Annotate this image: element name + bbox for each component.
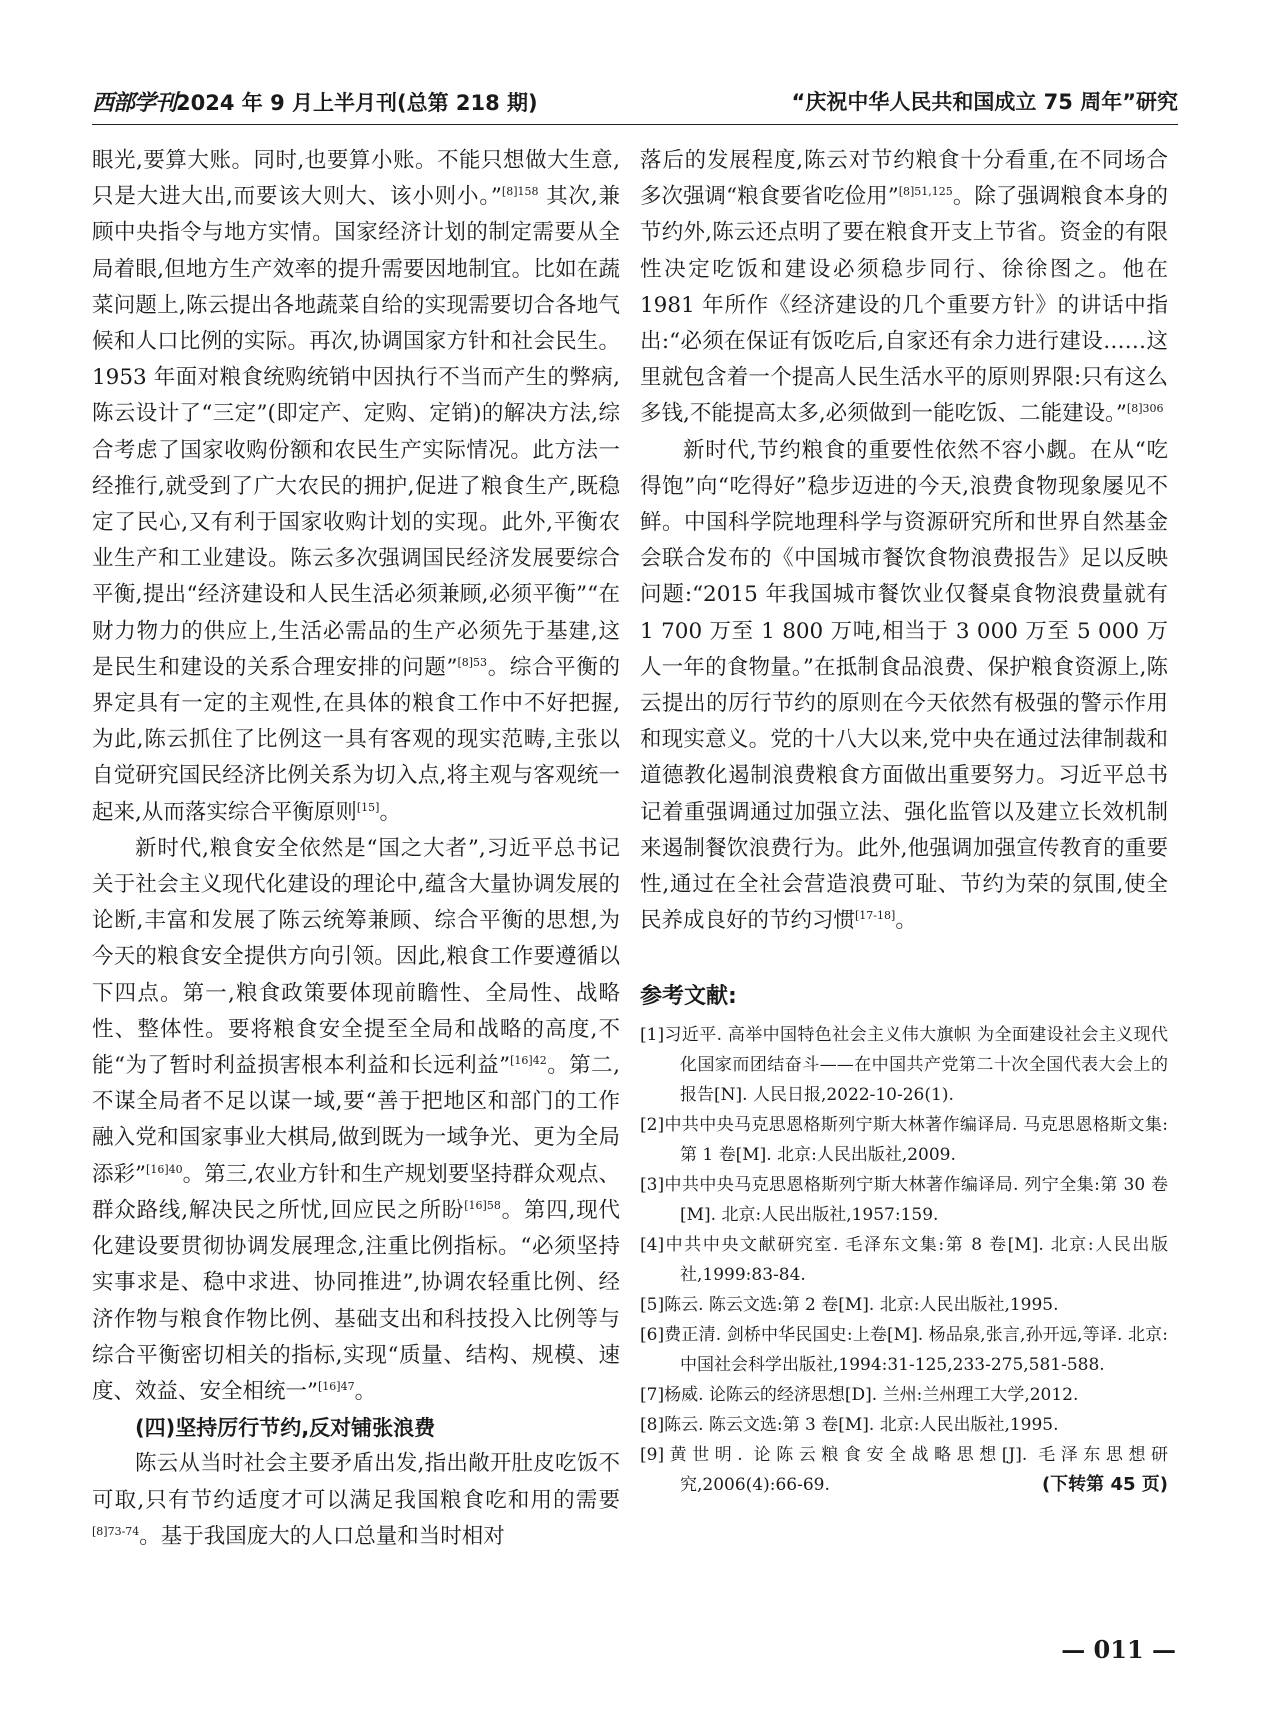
section-heading: (四)坚持厉行节约,反对铺张浪费 (135, 1416, 436, 1441)
reference-item: [6]费正清. 剑桥中华民国史:上卷[M]. 杨品泉,张言,孙开远,等译. 北京:中国社会科学出版社,1994:31-125,233-275,581-588. (640, 1324, 1168, 1375)
text: 。第四,现代化建设要贯彻协调发展理念,注重比例指标。“必须坚持实事求是、稳中求进、协同推进”,协调农轻重比例、经济作物与粮食作物比例、基础支出和科技投入比例等与综合平衡密切相关的指标,实现“质量、结构、规模、速度、效益、安全相统一” (92, 1197, 620, 1404)
reference-item: [3]中共中央马克思恩格斯列宁斯大林著作编译局. 列宁全集:第 30 卷[M]. 北京:人民出版社,1957:159. (640, 1174, 1168, 1225)
reference-item: [1]习近平. 高举中国特色社会主义伟大旗帜 为全面建设社会主义现代化国家而团结奋斗——在中国共产党第二十次全国代表大会上的报告[N]. 人民日报,2022-10-26(1). (640, 1024, 1168, 1105)
page-number: — 011 — (1061, 1635, 1176, 1664)
citation: [17-18] (855, 909, 896, 923)
text: 。第三,农业方针和生产规划要坚持群众观点、群众路线,解决民之所忧,回应民之所盼 (92, 1161, 620, 1223)
paragraph (92, 143, 620, 831)
text: 其次,兼顾中央指令与地方实情。国家经济计划的制定需要从全局着眼,但地方生产效率的提升需要因地制宜。比如在蔬菜问题上,陈云提出各地蔬菜自给的实现需要切合各地气候和人口比例的实际。再次,协调国家方针和社会民生。1953 年面对粮食统购统销中因执行不当而产生的弊病,陈云设计了“三定”(即定产、定购、定销)的解决方法,综合考虑了国家收购份额和农民生产实际情况。此方法一经推行,就受到了广大农民的拥护,促进了粮食生产,既稳定了民心,又有利于国家收购计划的实现。此外,平衡农业生产和工业建设。陈云多次强调国民经济发展要综合平衡,提出“经济建设和人民生活必须兼顾,必须平衡”“在财力物力的供应上,生活必需品的生产必须先于基建,这是民生和建设的关系合理安排的问题” (92, 184, 621, 680)
citation: [8]51,125 (898, 185, 953, 199)
header-left (92, 86, 538, 117)
text: 。 (379, 799, 401, 825)
text: 陈云从当时社会主要矛盾出发,指出敞开肚皮吃饭不可取,只有节约适度才可以满足我国粮食吃和用的需要 (92, 1451, 620, 1513)
reference-text: [9]黄世明. 论陈云粮食安全战略思想[J]. 毛泽东思想研究,2006(4):66-69. (640, 1444, 1168, 1495)
journal-logo: 西部学刊 (92, 90, 177, 116)
right-column (640, 143, 1168, 1500)
reference-item: [5]陈云. 陈云文选:第 2 卷[M]. 北京:人民出版社,1995. (640, 1294, 1059, 1315)
text: 新时代,粮食安全依然是“国之大者”,习近平总书记关于社会主义现代化建设的理论中,蕴含大量协调发展的论断,丰富和发展了陈云统筹兼顾、综合平衡的思想,为今天的粮食安全提供方向引领。因此,粮食工作要遵循以下四点。第一,粮食政策要体现前瞻性、全局性、战略性、整体性。要将粮食安全提至全局和战略的高度,不能“为了暂时利益损害根本利益和长远利益” (92, 835, 620, 1079)
citation: [8]158 (501, 185, 539, 199)
text: 。 (354, 1378, 377, 1404)
paragraph (640, 143, 1168, 433)
text: 眼光,要算大账。同时,也要算小账。不能只想做大生意,只是大进大出,而要该大则大、该小则小。” (92, 148, 620, 210)
citation: [16]42 (510, 1054, 547, 1068)
reference-item: [2]中共中央马克思恩格斯列宁斯大林著作编译局. 马克思恩格斯文集:第 1 卷[M]. 北京:人民出版社,2009. (640, 1114, 1168, 1165)
citation: [16]58 (464, 1198, 501, 1212)
text: 。除了强调粮食本身的节约外,陈云还点明了要在粮食开支上节省。资金的有限性决定吃饭和建设必须稳步同行、徐徐图之。他在 1981 年所作《经济建设的几个重要方针》的讲话中指出:“必须在保证有饭吃后,自家还有余力进行建设……这里就包含着一个提高人民生活水平的原则界限:只有这么多钱,不能提高太多,必须做到一能吃饭、二能建设。” (640, 184, 1168, 427)
paragraph (92, 1446, 620, 1555)
reference-item: [4]中共中央文献研究室. 毛泽东文集:第 8 卷[M]. 北京:人民出版社,1999:83-84. (640, 1234, 1168, 1285)
text: 。基于我国庞大的人口总量和当时相对 (139, 1523, 505, 1549)
header-rule (92, 124, 1178, 125)
paragraph (92, 831, 620, 1410)
issue-info: 2024 年 9 月上半月刊(总第 218 期) (176, 91, 538, 115)
citation: [15] (356, 800, 380, 814)
reference-item: [8]陈云. 陈云文选:第 3 卷[M]. 北京:人民出版社,1995. (640, 1414, 1059, 1435)
text: 。 (895, 908, 917, 934)
references-title: 参考文献: (640, 984, 737, 1010)
left-column (92, 143, 620, 1555)
text: 落后的发展程度,陈云对节约粮食十分看重,在不同场合多次强调“粮食要省吃俭用” (640, 148, 1168, 210)
text: 。综合平衡的界定具有一定的主观性,在具体的粮食工作中不好把握,为此,陈云抓住了比例这一具有客观的现实范畴,主张以自觉研究国民经济比例关系为切入点,将主观与客观统一起来,从而落实综合平衡原则 (92, 654, 620, 825)
reference-item (640, 1440, 1168, 1500)
reference-item: [7]杨威. 论陈云的经济思想[D]. 兰州:兰州理工大学,2012. (640, 1384, 1079, 1405)
citation: [8]53 (457, 655, 488, 669)
page-header (92, 86, 1178, 120)
column-title: “庆祝中华人民共和国成立 75 周年”研究 (791, 90, 1178, 114)
continued-note: (下转第 45 页) (1041, 1473, 1168, 1495)
citation: [8]306 (1126, 402, 1164, 416)
citation: [8]73-74 (92, 1524, 140, 1538)
paragraph (640, 433, 1168, 940)
citation: [16]47 (318, 1379, 355, 1393)
text: 。第二,不谋全局者不足以谋一域,要“善于把地区和部门的工作融入党和国家事业大棋局,做到既为一域争光、更为全局添彩” (92, 1053, 620, 1187)
citation: [16]40 (146, 1162, 183, 1176)
text: 新时代,节约粮食的重要性依然不容小觑。在从“吃得饱”向“吃得好”稳步迈进的今天,浪费食物现象屡见不鲜。中国科学院地理科学与资源研究所和世界自然基金会联合发布的《中国城市餐饮食物浪费报告》足以反映问题:“2015 年我国城市餐饮业仅餐桌食物浪费量就有 1 700 万至 1 800 万吨,相当于 3 000 万至 5 000 万人一年的食物量。”在抵制食品浪费、保护粮食资源上,陈云提出的厉行节约的原则在今天依然有极强的警示作用和现实意义。党的十八大以来,党中央在通过法律制裁和道德教化遏制浪费粮食方面做出重要努力。习近平总书记着重强调通过加强立法、强化监管以及建立长效机制来遏制餐饮浪费行为。此外,他强调加强宣传教育的重要性,通过在全社会营造浪费可耻、节约为荣的氛围,使全民养成良好的节约习惯 (640, 437, 1168, 934)
references-list (640, 1020, 1168, 1500)
